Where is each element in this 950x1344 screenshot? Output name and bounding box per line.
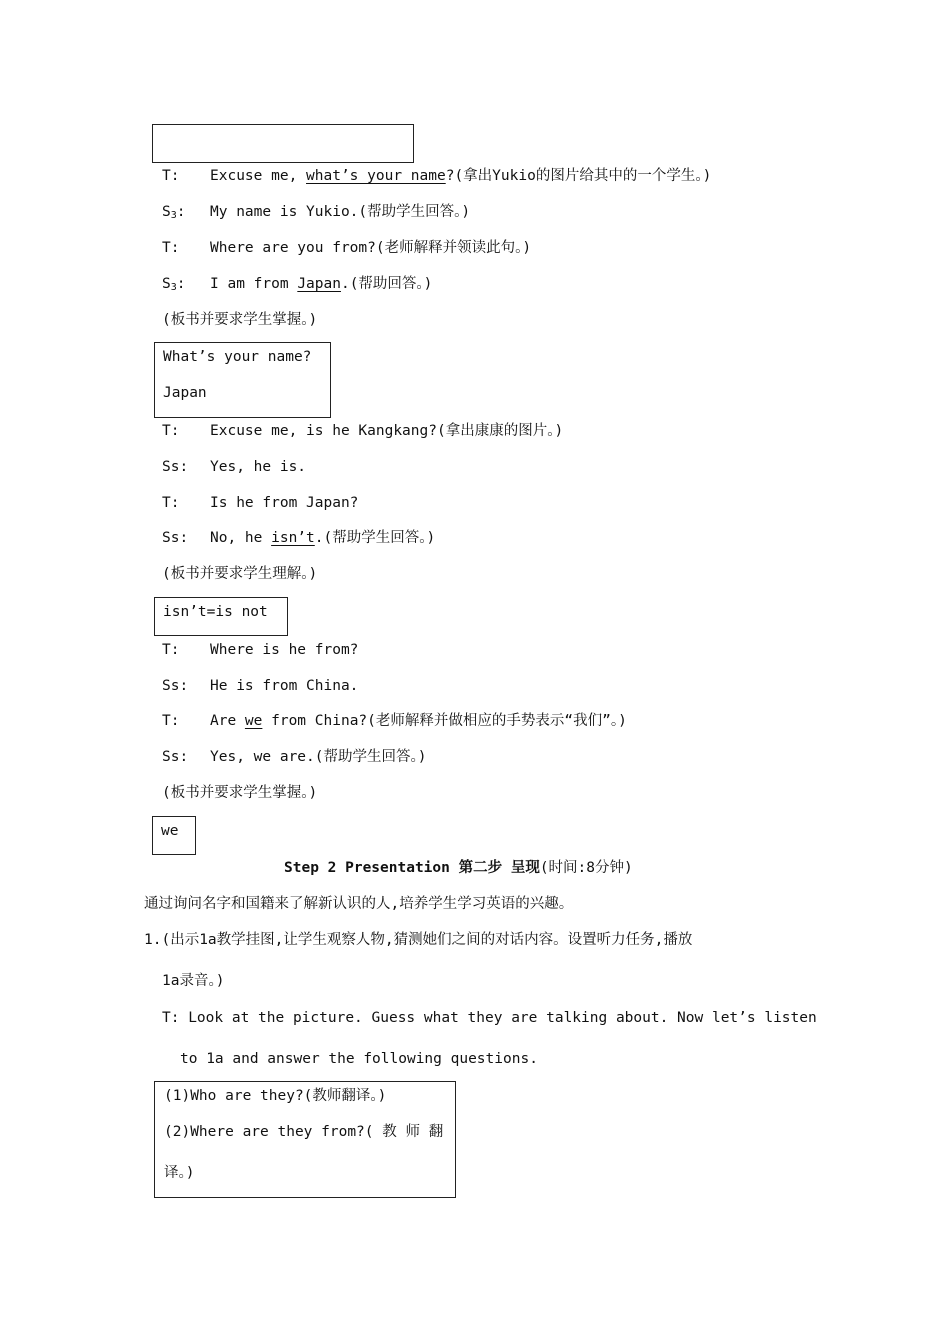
- speaker-label: $S_3$:: [162, 276, 186, 293]
- speaker-label: T:: [162, 495, 180, 511]
- item-1-line-2: 1a录音。): [162, 973, 225, 989]
- board-line: isn’t=is not: [163, 604, 268, 620]
- speaker-label: Ss:: [162, 678, 189, 694]
- question-line: (1)Who are they?(教师翻译。): [164, 1088, 387, 1104]
- utterance: Excuse me, what’s your name?(拿出Yukio的图片给其中的一个学生。): [210, 168, 712, 184]
- teacher-line-2: to 1a and answer the following questions.: [180, 1051, 538, 1067]
- speaker-label: T:: [162, 642, 180, 658]
- question-line: (2)Where are they from?( 教 师 翻: [164, 1124, 444, 1140]
- board-note: (板书并要求学生掌握。): [162, 312, 318, 328]
- item-1-line-1: 1.(出示1a教学挂图,让学生观察人物,猜测她们之间的对话内容。设置听力任务,播放: [144, 932, 693, 948]
- board-note: (板书并要求学生掌握。): [162, 785, 318, 801]
- question-box: [154, 1081, 456, 1198]
- speaker-label: T:: [162, 240, 180, 256]
- utterance: Where is he from?: [210, 642, 359, 658]
- utterance: Where are you from?(老师解释并领读此句。): [210, 240, 532, 256]
- utterance: He is from China.: [210, 678, 359, 694]
- board-box-3: [152, 816, 196, 855]
- utterance: My name is Yukio.(帮助学生回答。): [210, 204, 471, 220]
- speaker-label: T:: [162, 713, 180, 729]
- question-line: 译。): [164, 1165, 195, 1181]
- utterance: Are we from China?(老师解释并做相应的手势表示“我们”。): [210, 713, 627, 729]
- board-line: Japan: [163, 385, 207, 401]
- section-intro: 通过询问名字和国籍来了解新认识的人,培养学生学习英语的兴趣。: [144, 896, 574, 912]
- board-box-1: [154, 342, 331, 418]
- utterance: Yes, he is.: [210, 459, 307, 475]
- speaker-label: Ss:: [162, 749, 189, 765]
- utterance: Is he from Japan?: [210, 495, 359, 511]
- speaker-label: T:: [162, 423, 180, 439]
- teacher-line-1: T: Look at the picture. Guess what they are talking about. Now let’s listen: [162, 1010, 817, 1026]
- section-heading: Step 2 Presentation 第二步 呈现(时间:8分钟): [284, 860, 633, 876]
- board-line: we: [161, 823, 179, 839]
- blank-box: [152, 124, 414, 163]
- board-note: (板书并要求学生理解。): [162, 566, 318, 582]
- speaker-label: Ss:: [162, 530, 189, 546]
- utterance: Excuse me, is he Kangkang?(拿出康康的图片。): [210, 423, 564, 439]
- speaker-label: $S_3$:: [162, 204, 186, 221]
- speaker-label: Ss:: [162, 459, 189, 475]
- board-box-2: [154, 597, 288, 636]
- speaker-label: T:: [162, 168, 180, 184]
- utterance: Yes, we are.(帮助学生回答。): [210, 749, 427, 765]
- utterance: I am from Japan.(帮助回答。): [210, 276, 433, 292]
- board-line: What’s your name?: [163, 349, 312, 365]
- utterance: No, he isn’t.(帮助学生回答。): [210, 530, 436, 546]
